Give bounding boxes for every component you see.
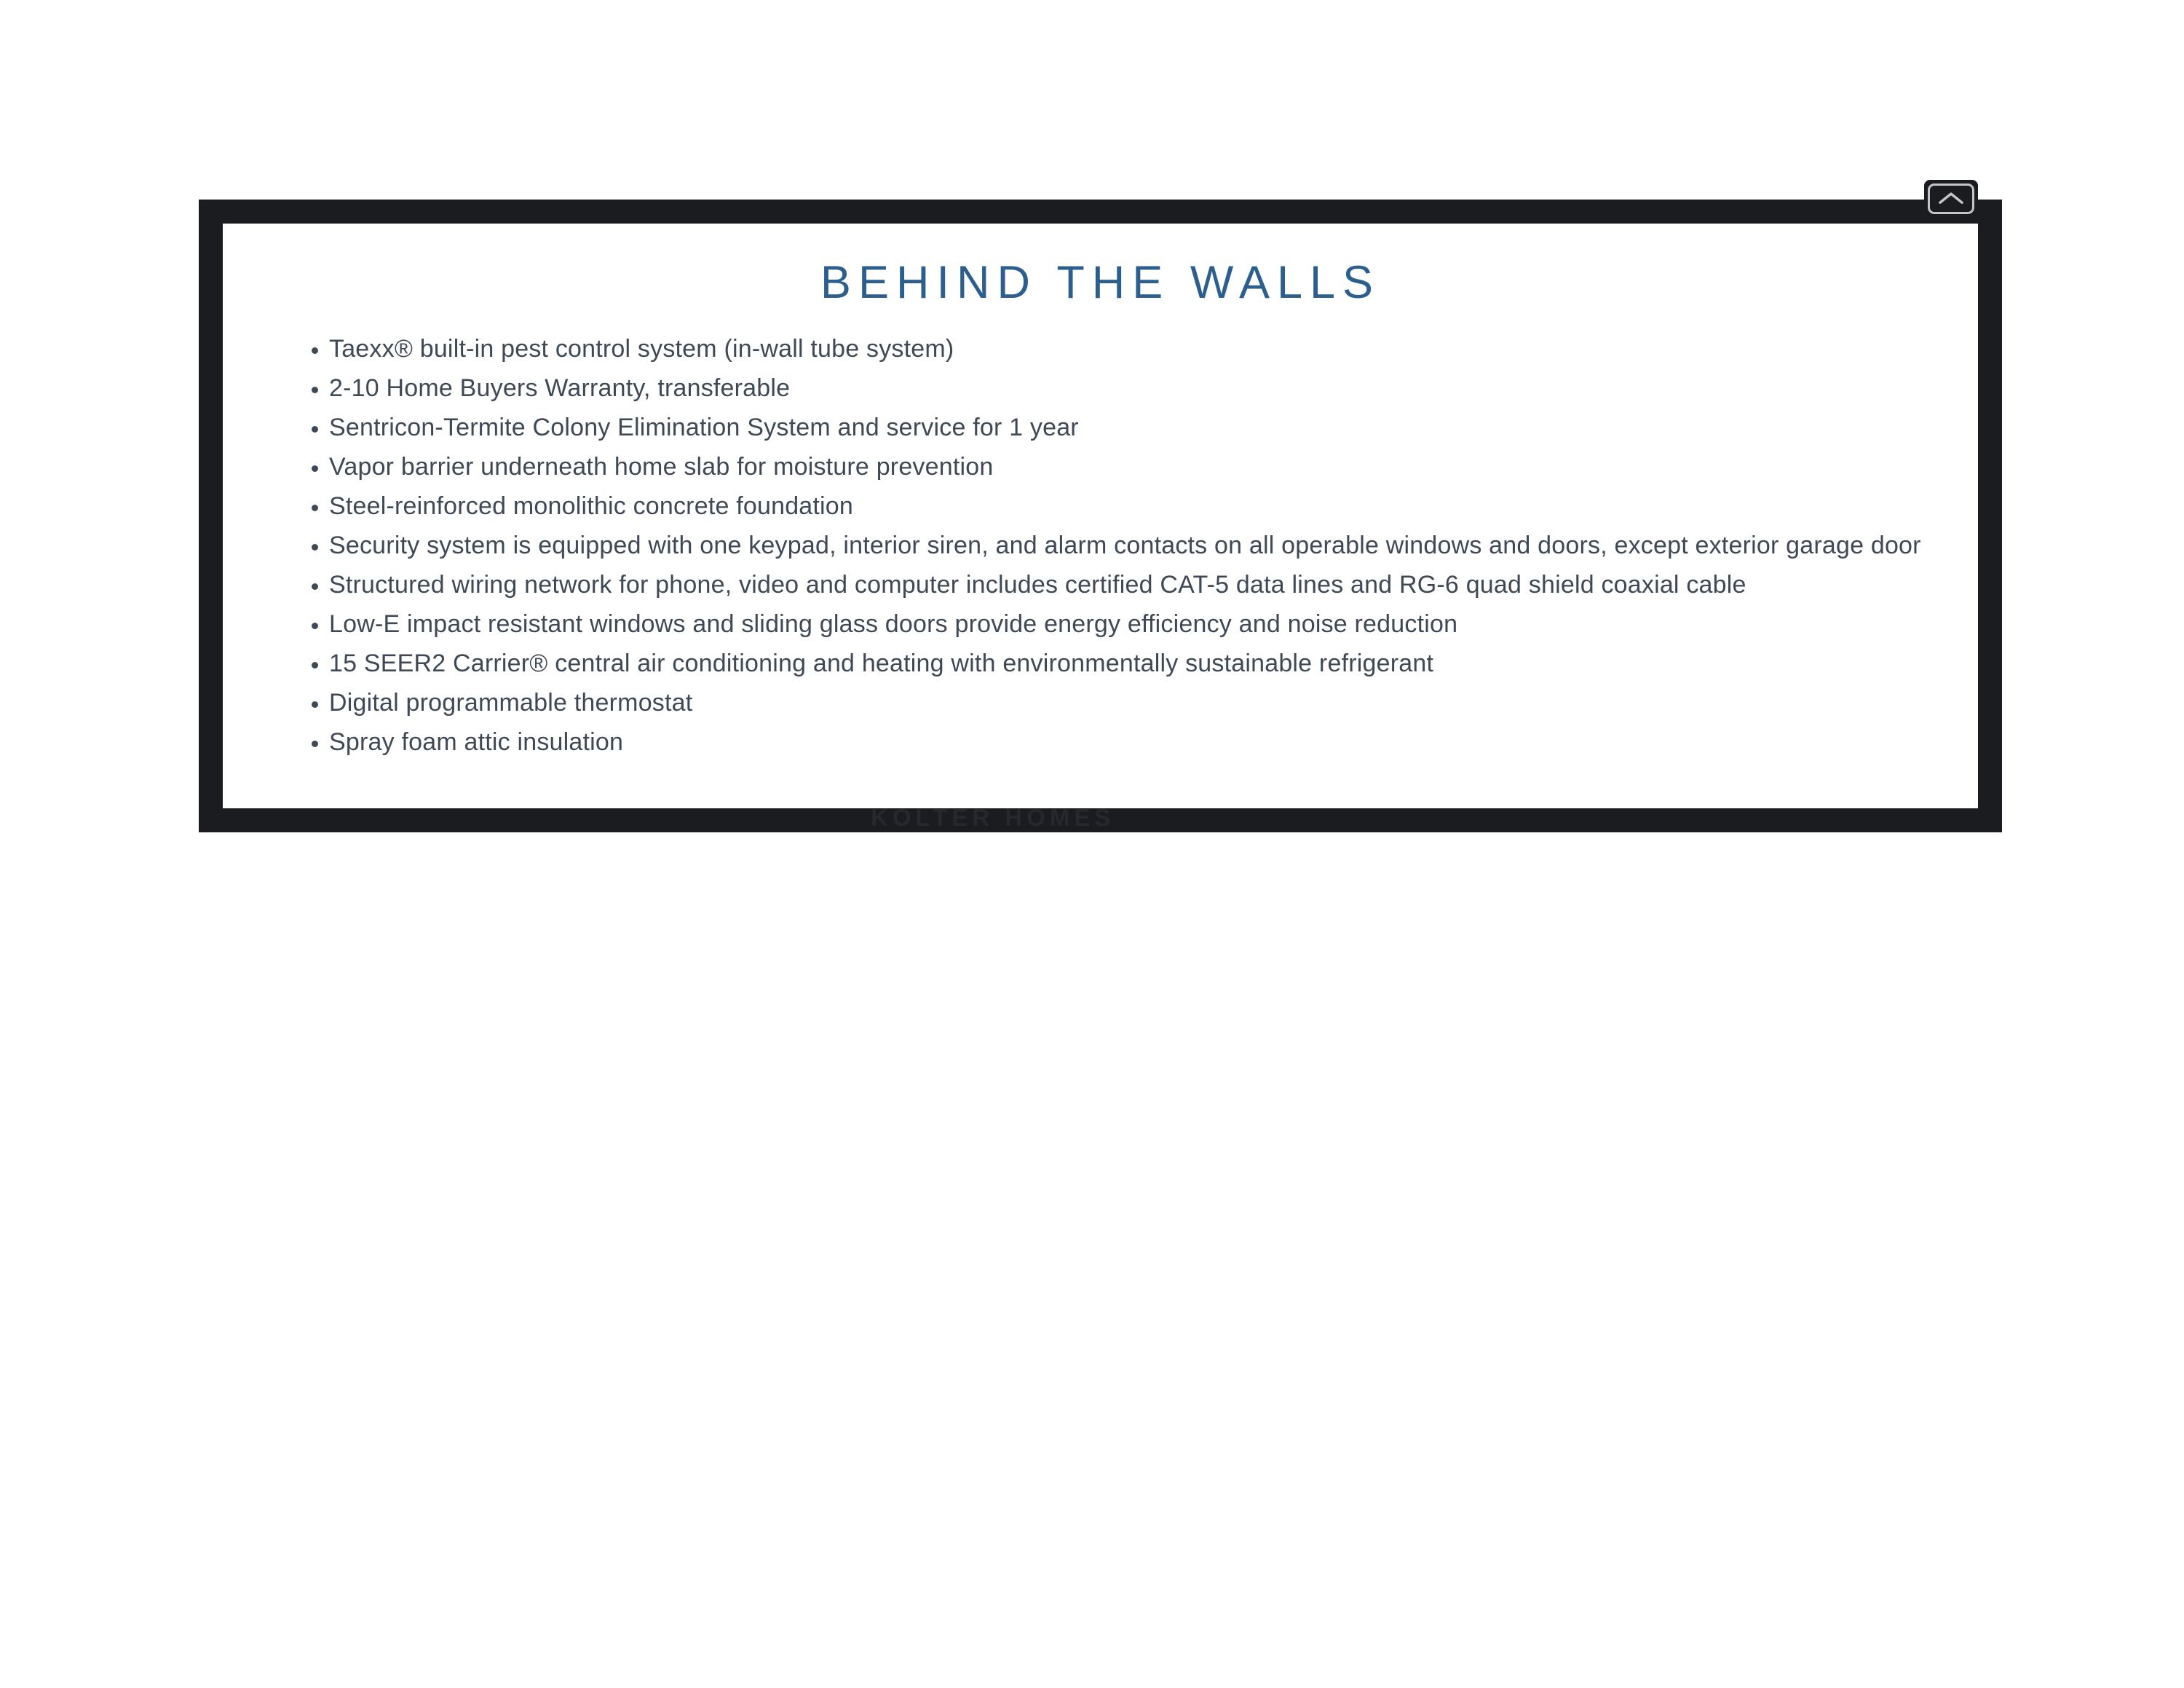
list-item: • Structured wiring network for phone, video and computer includes certified CAT-5 data lines and RG-6 quad shield coaxial cable bbox=[329, 565, 1949, 604]
list-item: • Spray foam attic insulation bbox=[329, 722, 1949, 762]
list-item: • 15 SEER2 Carrier® central air conditioning and heating with environmentally sustainable refrigerant bbox=[329, 644, 1949, 683]
list-item: • Digital programmable thermostat bbox=[329, 683, 1949, 722]
list-item: • Low-E impact resistant windows and sliding glass doors provide energy efficiency and noise reduction bbox=[329, 604, 1949, 644]
list-item: • Vapor barrier underneath home slab for moisture prevention bbox=[329, 447, 1949, 486]
collapse-button[interactable] bbox=[1924, 180, 1978, 218]
behind-the-walls-panel bbox=[199, 200, 2002, 832]
list-item: • Sentricon-Termite Colony Elimination System and service for 1 year bbox=[329, 408, 1949, 447]
panel-title: BEHIND THE WALLS bbox=[820, 257, 1381, 308]
watermark-text: KOLTER HOMES bbox=[871, 804, 1115, 831]
list-item: • Taexx® built-in pest control system (in-wall tube system) bbox=[329, 329, 1949, 368]
feature-list bbox=[223, 329, 1978, 762]
list-item: • 2-10 Home Buyers Warranty, transferable bbox=[329, 368, 1949, 408]
list-item: • Steel-reinforced monolithic concrete foundation bbox=[329, 486, 1949, 526]
list-item: • Security system is equipped with one keypad, interior siren, and alarm contacts on all operable windows and doors, except exterior garage door bbox=[329, 526, 1949, 565]
